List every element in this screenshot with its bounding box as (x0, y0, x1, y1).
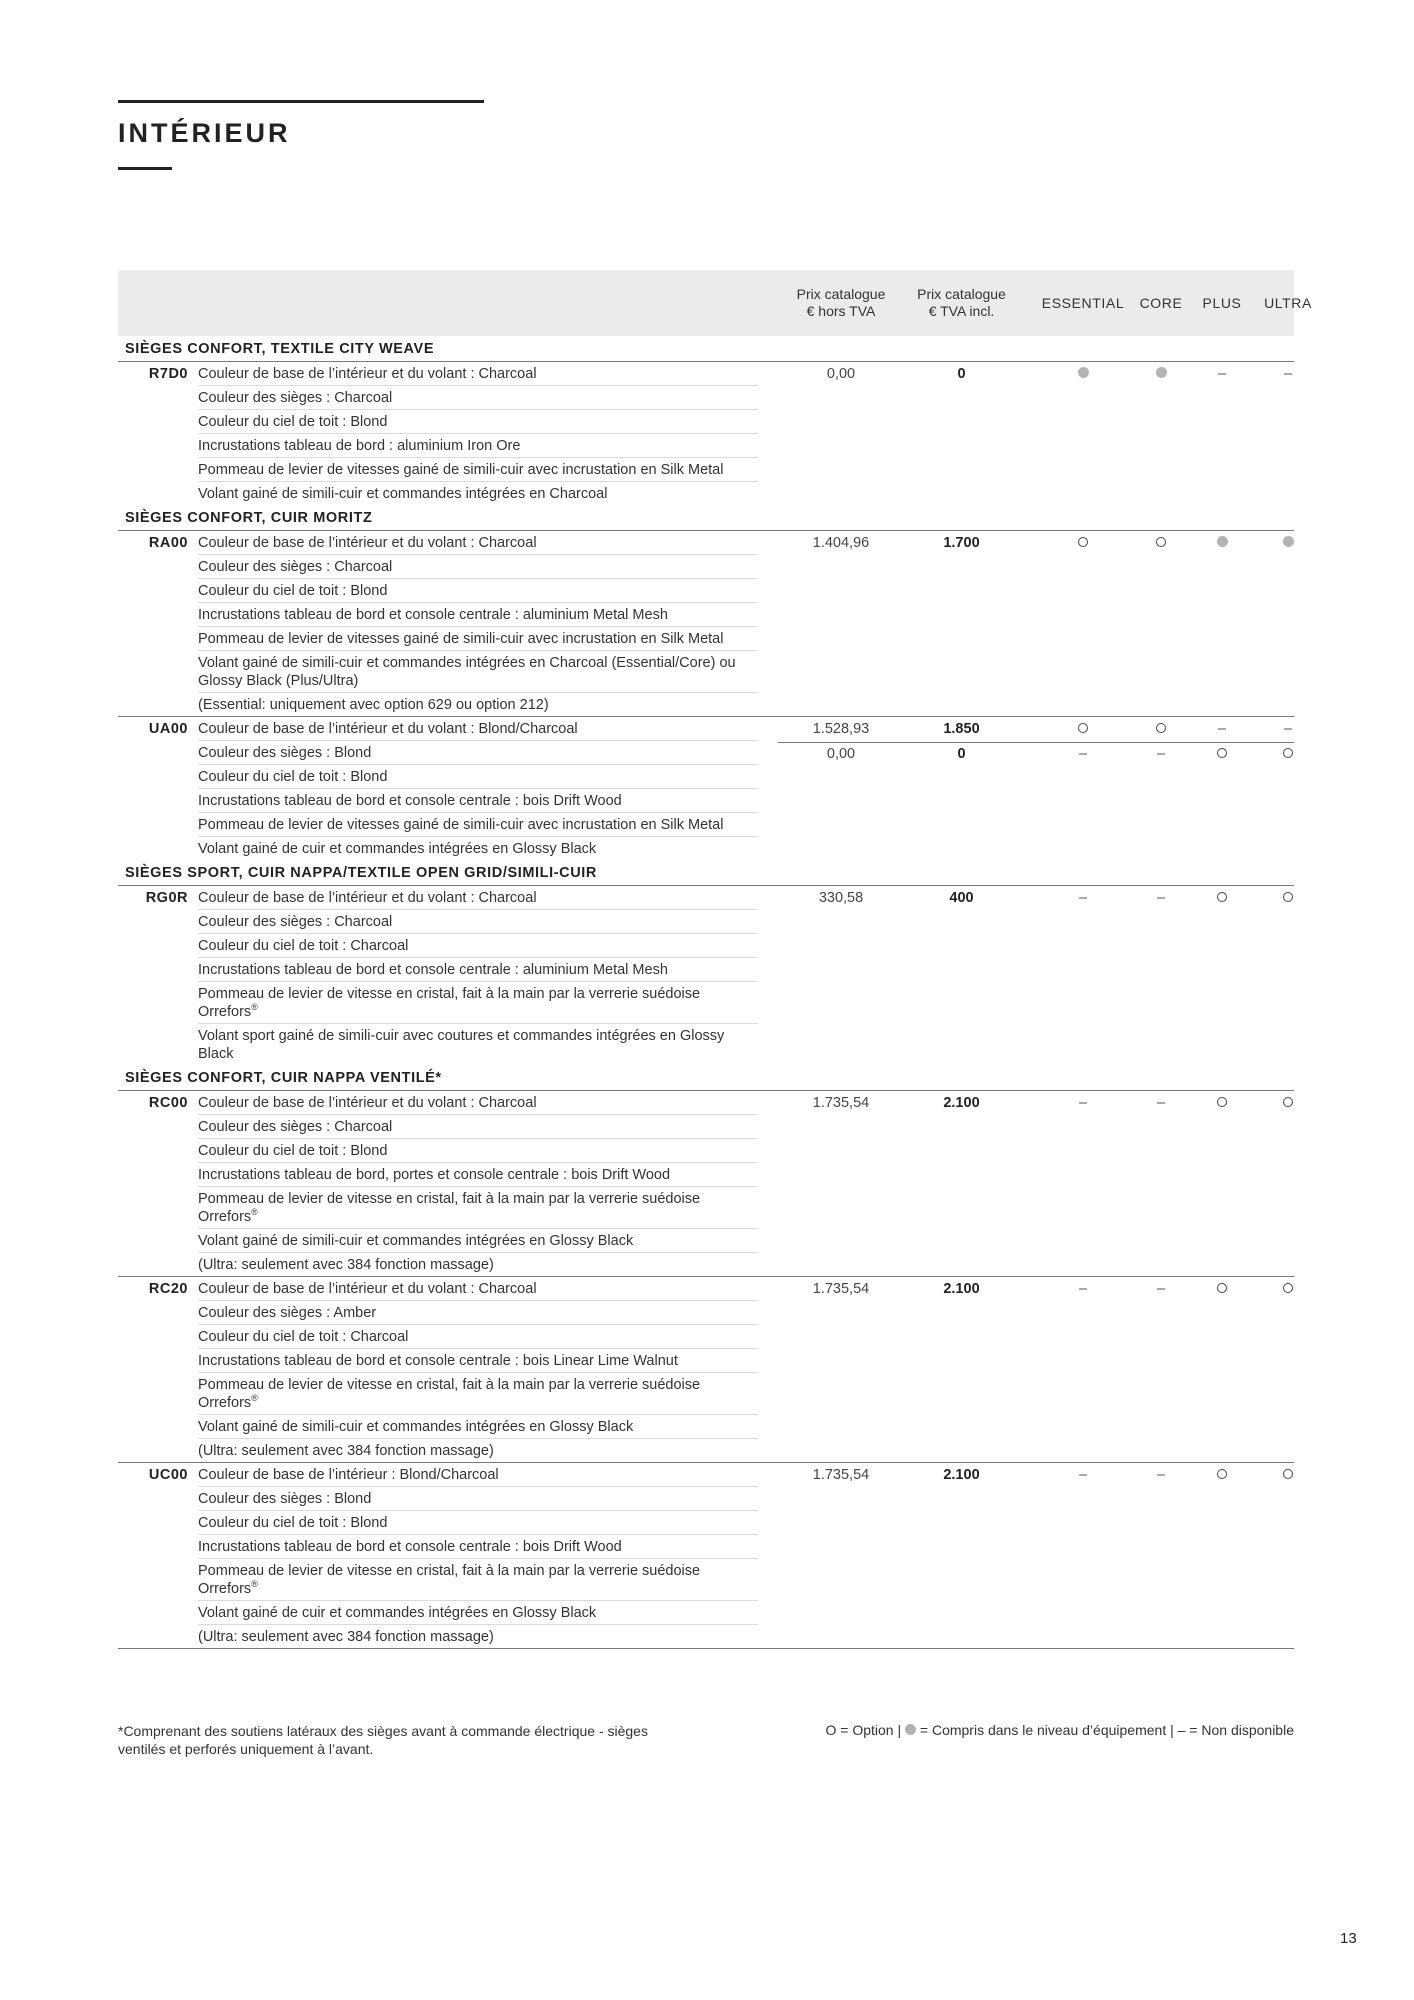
price-incl-vat: 1.850 (943, 721, 980, 737)
feature-item: Couleur du ciel de toit : Blond (198, 1139, 758, 1163)
tier-core-unavailable: – (1156, 1467, 1166, 1483)
price-incl-vat: 0 (957, 366, 966, 382)
option-code: RC20 (148, 1281, 188, 1297)
feature-item: Incrustations tableau de bord et console centrale : aluminium Metal Mesh (198, 603, 758, 627)
price-row (778, 1463, 1294, 1488)
feature-item: Couleur de base de l’intérieur et du volant : Blond/Charcoal (198, 717, 758, 741)
feature-item: Couleur des sièges : Charcoal (198, 555, 758, 579)
title-underline (118, 167, 172, 170)
option-circle-icon (1283, 892, 1293, 902)
feature-item: Couleur de base de l’intérieur et du volant : Charcoal (198, 1091, 758, 1115)
price-row (778, 531, 1294, 556)
feature-item: Volant gainé de cuir et commandes intégrées en Glossy Black (198, 1601, 758, 1625)
price-incl-vat: 2.100 (943, 1281, 980, 1297)
included-dot-icon (1283, 536, 1294, 547)
tier-essential-unavailable: – (1078, 746, 1088, 762)
header-price-incl: Prix catalogue € TVA incl. (917, 286, 1006, 319)
feature-item: Incrustations tableau de bord et console centrale : bois Drift Wood (198, 1535, 758, 1559)
price-excl-vat: 1.404,96 (812, 535, 870, 551)
tier-ultra-option (1248, 1467, 1328, 1483)
feature-item: Incrustations tableau de bord : aluminium Iron Ore (198, 434, 758, 458)
tier-ultra-option (1248, 1095, 1328, 1111)
option-entry (118, 362, 1294, 505)
feature-list (198, 1277, 758, 1462)
feature-item: Volant gainé de simili-cuir et commandes intégrées en Glossy Black (198, 1415, 758, 1439)
feature-item: Couleur du ciel de toit : Blond (198, 579, 758, 603)
top-rule (118, 100, 484, 103)
tier-core-unavailable: – (1156, 1281, 1166, 1297)
included-dot-icon (1217, 536, 1228, 547)
tier-essential-unavailable: – (1078, 890, 1088, 906)
tier-essential-unavailable: – (1078, 1467, 1088, 1483)
feature-item: Couleur du ciel de toit : Blond (198, 765, 758, 789)
feature-list (198, 531, 758, 716)
feature-item: Couleur des sièges : Amber (198, 1301, 758, 1325)
feature-list (198, 1091, 758, 1276)
tier-essential-unavailable: – (1078, 1281, 1088, 1297)
feature-list (198, 886, 758, 1065)
price-excl-vat: 330,58 (818, 890, 864, 906)
footnote: *Comprenant des soutiens latéraux des sièges avant à commande électrique - sièges ventilés et perforés uniquement à l’avant. (118, 1723, 648, 1757)
header-tier-essential: ESSENTIAL (1041, 294, 1125, 311)
legend-included-dot-icon (905, 1724, 916, 1735)
option-circle-icon (1156, 723, 1166, 733)
included-dot-icon (1078, 367, 1089, 378)
feature-item: Couleur du ciel de toit : Blond (198, 410, 758, 434)
price-incl-vat: 2.100 (943, 1467, 980, 1483)
price-excl-vat: 1.735,54 (812, 1281, 870, 1297)
feature-item: Volant gainé de simili-cuir et commandes intégrées en Charcoal (Essential/Core) ou Glossy Black (Plus/Ultra) (198, 651, 758, 693)
feature-item: Volant gainé de simili-cuir et commandes intégrées en Charcoal (198, 486, 608, 502)
feature-item: Volant sport gainé de simili-cuir avec coutures et commandes intégrées en Glossy Black (198, 1028, 725, 1062)
section-title: SIÈGES CONFORT, CUIR MORITZ (118, 505, 1294, 531)
option-code: RA00 (148, 535, 188, 551)
option-circle-icon (1283, 1469, 1293, 1479)
price-row (778, 717, 1294, 743)
option-circle-icon (1217, 1283, 1227, 1293)
tier-ultra-unavailable: – (1283, 366, 1293, 382)
feature-list (198, 362, 758, 505)
feature-item: Couleur des sièges : Charcoal (198, 386, 758, 410)
option-circle-icon (1217, 1097, 1227, 1107)
price-row (778, 886, 1294, 911)
feature-item: (Ultra: seulement avec 384 fonction massage) (198, 1443, 494, 1459)
price-row (778, 742, 1294, 767)
feature-item: Couleur des sièges : Blond (198, 741, 758, 765)
option-circle-icon (1283, 1283, 1293, 1293)
price-excl-vat: 1.735,54 (812, 1095, 870, 1111)
table-body (118, 336, 1294, 1648)
feature-item: Pommeau de levier de vitesses gainé de simili-cuir avec incrustation en Silk Metal (198, 627, 758, 651)
feature-item: Pommeau de levier de vitesse en cristal, fait à la main par la verrerie suédoise Orrefors® (198, 1187, 758, 1229)
tier-ultra-unavailable: – (1283, 721, 1293, 737)
feature-item: Pommeau de levier de vitesses gainé de simili-cuir avec incrustation en Silk Metal (198, 458, 758, 482)
feature-item: Pommeau de levier de vitesses gainé de simili-cuir avec incrustation en Silk Metal (198, 813, 758, 837)
option-code: RC00 (148, 1095, 188, 1111)
page-number: 13 (1340, 1930, 1357, 1947)
tier-ultra-option (1248, 746, 1328, 762)
feature-item: Incrustations tableau de bord et console centrale : aluminium Metal Mesh (198, 958, 758, 982)
table-bottom-rule (118, 1648, 1294, 1649)
option-circle-icon (1156, 537, 1166, 547)
option-entry (118, 531, 1294, 716)
price-incl-vat: 0 (957, 746, 966, 762)
legend-unavailable: – = Non disponible (1177, 1722, 1294, 1738)
price-row (778, 362, 1294, 387)
page-title: INTÉRIEUR (118, 118, 291, 148)
tier-ultra-option (1248, 890, 1328, 906)
price-incl-vat: 2.100 (943, 1095, 980, 1111)
option-entry (118, 1462, 1294, 1648)
feature-item: Couleur de base de l’intérieur et du volant : Charcoal (198, 886, 758, 910)
feature-item: Incrustations tableau de bord et console centrale : bois Linear Lime Walnut (198, 1349, 758, 1373)
feature-item: Couleur des sièges : Charcoal (198, 1115, 758, 1139)
option-code: RG0R (145, 890, 188, 906)
feature-item: Couleur de base de l’intérieur et du volant : Charcoal (198, 531, 758, 555)
feature-item: Incrustations tableau de bord et console centrale : bois Drift Wood (198, 789, 758, 813)
feature-item: (Ultra: seulement avec 384 fonction massage) (198, 1629, 494, 1645)
price-excl-vat: 1.528,93 (812, 721, 870, 737)
price-excl-vat: 1.735,54 (812, 1467, 870, 1483)
option-entry (118, 716, 1294, 860)
feature-item: Couleur des sièges : Charcoal (198, 910, 758, 934)
feature-list (198, 717, 758, 860)
legend (660, 1722, 1294, 1738)
option-code: UA00 (148, 721, 188, 737)
tier-core-unavailable: – (1156, 890, 1166, 906)
option-circle-icon (1217, 748, 1227, 758)
tier-ultra-included (1248, 535, 1328, 551)
tier-plus-unavailable: – (1217, 721, 1227, 737)
tier-ultra-option (1248, 1281, 1328, 1297)
option-code: UC00 (148, 1467, 188, 1483)
feature-item: (Ultra: seulement avec 384 fonction massage) (198, 1257, 494, 1273)
section-title: SIÈGES SPORT, CUIR NAPPA/TEXTILE OPEN GRID/SIMILI-CUIR (118, 860, 1294, 886)
feature-item: Volant gainé de simili-cuir et commandes intégrées en Glossy Black (198, 1229, 758, 1253)
option-circle-icon (1217, 892, 1227, 902)
header-price-excl: Prix catalogue € hors TVA (796, 286, 886, 319)
price-row (778, 1277, 1294, 1302)
legend-option: O = Option | (825, 1722, 902, 1738)
feature-item: Couleur de base de l’intérieur et du volant : Charcoal (198, 1277, 758, 1301)
option-circle-icon (1283, 748, 1293, 758)
feature-item: Couleur de base de l’intérieur et du volant : Charcoal (198, 362, 758, 386)
table-header (118, 270, 1312, 336)
tier-core-unavailable: – (1156, 746, 1166, 762)
included-dot-icon (1156, 367, 1167, 378)
tier-essential-option (1043, 535, 1123, 551)
price-row (778, 1091, 1294, 1116)
tier-plus-unavailable: – (1217, 366, 1227, 382)
option-circle-icon (1078, 537, 1088, 547)
option-circle-icon (1217, 1469, 1227, 1479)
feature-item: (Essential: uniquement avec option 629 ou option 212) (198, 697, 549, 713)
tier-core-unavailable: – (1156, 1095, 1166, 1111)
feature-item: Couleur du ciel de toit : Charcoal (198, 1325, 758, 1349)
option-entry (118, 1091, 1294, 1276)
feature-item: Incrustations tableau de bord, portes et console centrale : bois Drift Wood (198, 1163, 758, 1187)
option-code: R7D0 (148, 366, 188, 382)
option-entry (118, 1276, 1294, 1462)
option-circle-icon (1283, 1097, 1293, 1107)
options-table (118, 270, 1312, 1649)
tier-essential-unavailable: – (1078, 1095, 1088, 1111)
header-tier-ultra: ULTRA (1264, 294, 1312, 311)
header-tier-core: CORE (1139, 294, 1183, 311)
section-title: SIÈGES CONFORT, TEXTILE CITY WEAVE (118, 336, 1294, 362)
option-entry (118, 886, 1294, 1065)
header-tier-plus: PLUS (1202, 294, 1242, 311)
feature-list (198, 1463, 758, 1648)
feature-item: Couleur du ciel de toit : Blond (198, 1511, 758, 1535)
section-title: SIÈGES CONFORT, CUIR NAPPA VENTILÉ* (118, 1065, 1294, 1091)
feature-item: Couleur du ciel de toit : Charcoal (198, 934, 758, 958)
price-excl-vat: 0,00 (826, 746, 856, 762)
price-incl-vat: 400 (949, 890, 974, 906)
price-excl-vat: 0,00 (826, 366, 856, 382)
feature-item: Pommeau de levier de vitesse en cristal, fait à la main par la verrerie suédoise Orrefors® (198, 1559, 758, 1601)
feature-item: Couleur de base de l’intérieur : Blond/Charcoal (198, 1463, 758, 1487)
tier-essential-included (1043, 366, 1123, 382)
feature-item: Couleur des sièges : Blond (198, 1487, 758, 1511)
tier-essential-option (1043, 721, 1123, 737)
feature-item: Pommeau de levier de vitesse en cristal, fait à la main par la verrerie suédoise Orrefors® (198, 1373, 758, 1415)
option-circle-icon (1078, 723, 1088, 733)
feature-item: Volant gainé de cuir et commandes intégrées en Glossy Black (198, 841, 597, 857)
legend-included: = Compris dans le niveau d’équipement | (919, 1722, 1174, 1738)
price-incl-vat: 1.700 (943, 535, 980, 551)
feature-item: Pommeau de levier de vitesse en cristal, fait à la main par la verrerie suédoise Orrefors® (198, 982, 758, 1024)
